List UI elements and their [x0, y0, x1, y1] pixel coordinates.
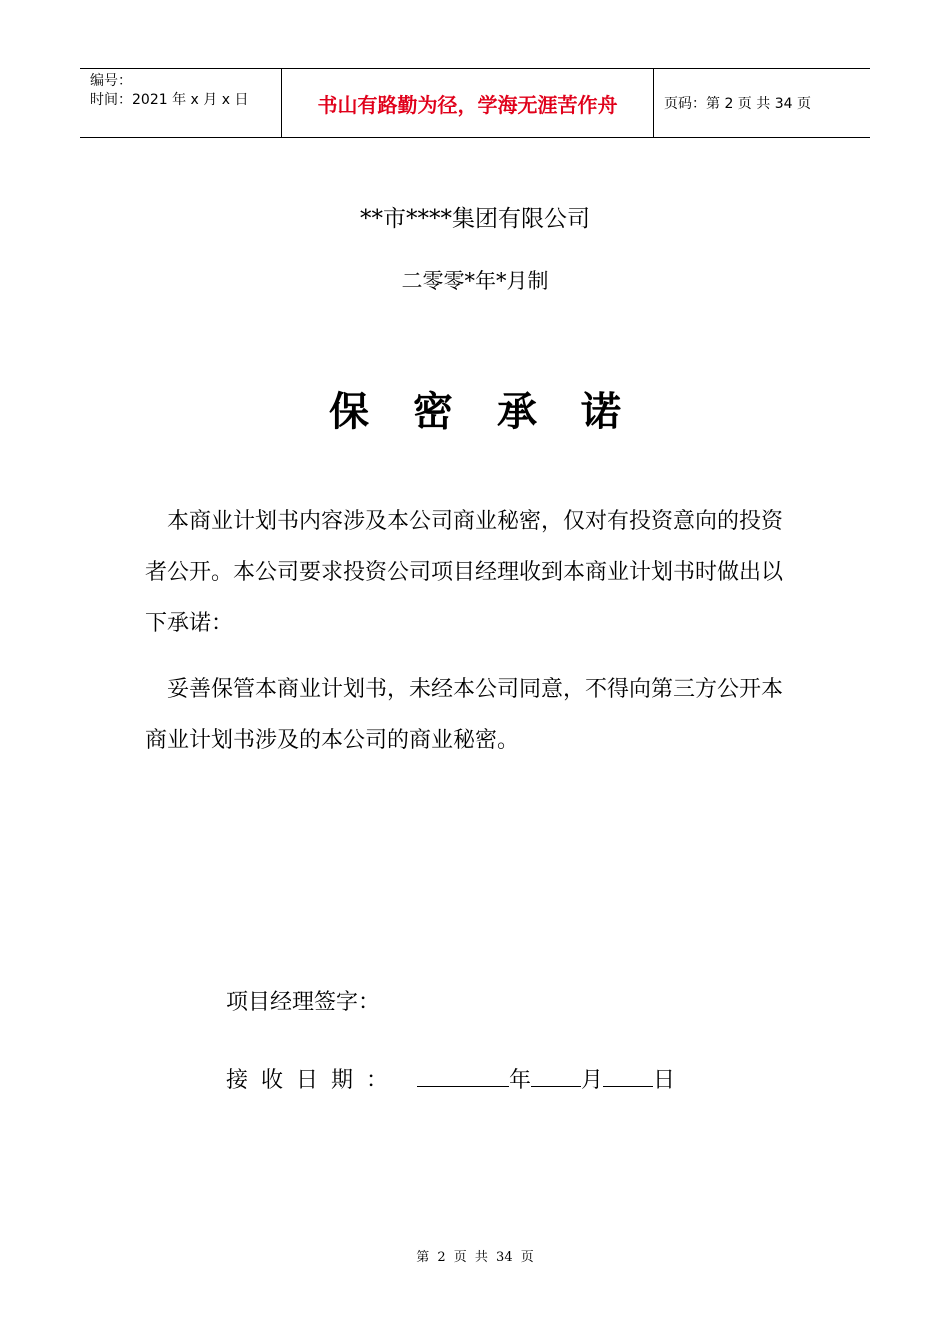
header-page-info: 页码：第 2 页 共 34 页 [664, 96, 811, 112]
year-blank [417, 1064, 509, 1087]
day-blank [603, 1064, 653, 1087]
year-label: 年 [509, 1068, 532, 1093]
header-meta [80, 69, 282, 137]
time-label: 时间：2021 年 x 月 x 日 [90, 92, 249, 108]
paragraph-commitment: 妥善保管本商业计划书，未经本公司同意，不得向第三方公开本商业计划书涉及的本公司的商业秘密。 [145, 677, 784, 753]
header-motto: 书山有路勤为径，学海无涯苦作舟 [282, 69, 654, 137]
number-label: 编号： [90, 73, 132, 89]
company-name: **市****集团有限公司 [360, 206, 590, 232]
day-label: 日 [653, 1068, 676, 1093]
receive-date-label: 接收日期： [226, 1068, 402, 1093]
page-header [80, 68, 870, 138]
document-title: 保密承诺 [329, 388, 665, 435]
month-blank [531, 1064, 581, 1087]
month-label: 月 [581, 1068, 604, 1093]
paragraph-confidentiality: 本商业计划书内容涉及本公司商业秘密，仅对有投资意向的投资者公开。本公司要求投资公司项目经理收到本商业计划书时做出以下承诺： [145, 509, 784, 636]
page-footer: 第 2 页 共 34 页 [416, 1250, 534, 1265]
receive-date-row [226, 1063, 675, 1094]
manager-signature-label: 项目经理签字： [226, 990, 381, 1015]
made-date: 二零零*年*月制 [401, 269, 549, 293]
